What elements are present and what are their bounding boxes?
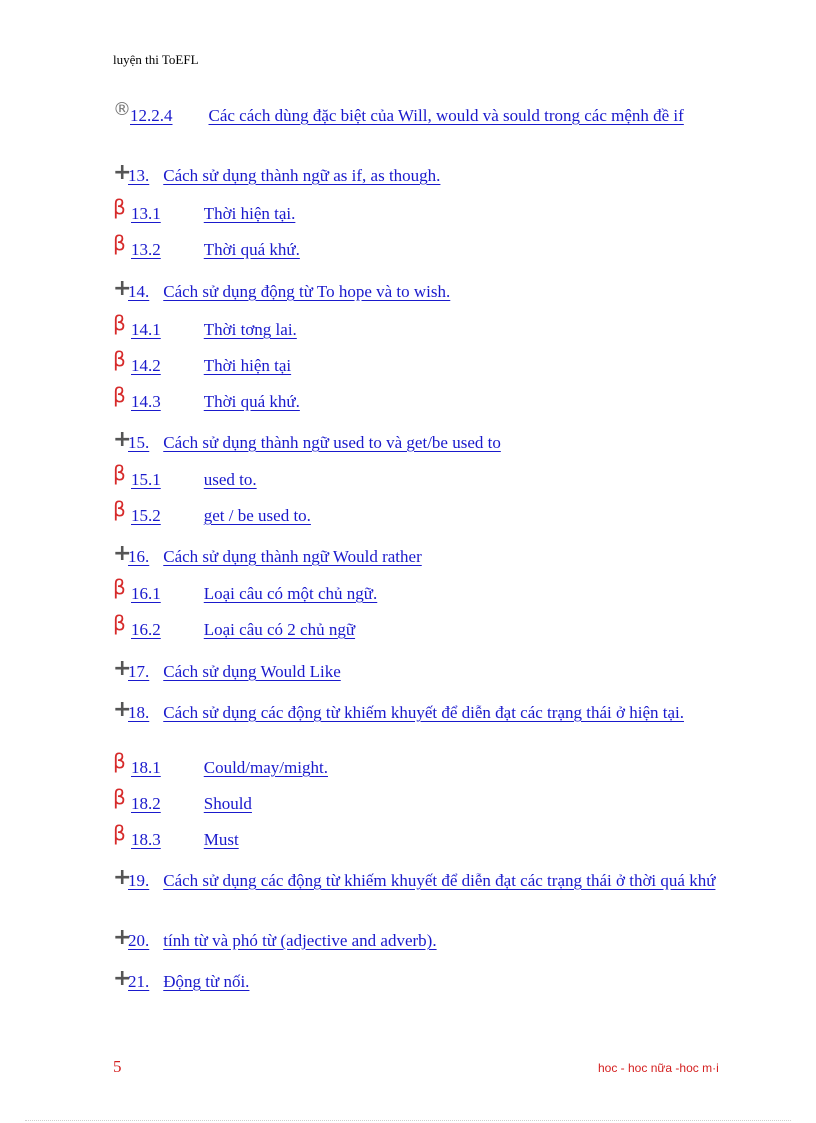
toc-entry-number: 12.2.4: [130, 106, 173, 125]
toc-link[interactable]: [128, 547, 422, 566]
toc-entry[interactable]: [113, 461, 725, 489]
toc-entry-number: 15.2: [131, 506, 161, 525]
toc-entry[interactable]: [113, 541, 725, 566]
toc-link[interactable]: [130, 106, 684, 125]
toc-gap: [161, 470, 204, 489]
toc-link[interactable]: [131, 584, 377, 603]
beta-icon: β: [113, 231, 126, 255]
toc-entry[interactable]: [113, 925, 725, 950]
beta-icon: β: [113, 347, 126, 371]
beta-icon: β: [113, 575, 126, 599]
toc-entry-title: tính từ và phó từ (adjective and adverb).: [163, 931, 437, 950]
toc-entry-title: Loại câu có một chủ ngữ.: [203, 584, 378, 603]
toc-link[interactable]: [131, 758, 328, 777]
plus-icon: +: [113, 160, 132, 185]
beta-icon: β: [113, 611, 126, 635]
toc-entry-title: Động từ nối.: [163, 972, 250, 991]
toc-gap: [161, 356, 204, 375]
toc-gap: [149, 703, 163, 722]
toc-entry-title: Thời hiện tại.: [203, 204, 296, 223]
toc-entry[interactable]: [113, 749, 725, 777]
toc-entry[interactable]: [113, 347, 725, 375]
beta-icon: β: [113, 461, 126, 485]
toc-entry-number: 18.3: [131, 830, 161, 849]
toc-entry-number: 18.1: [131, 758, 161, 777]
page-header: luyện thi ToEFL: [113, 52, 199, 67]
toc-entry[interactable]: [113, 611, 725, 639]
toc-entry[interactable]: [113, 160, 725, 185]
beta-icon: β: [113, 497, 126, 521]
toc-link[interactable]: [128, 662, 341, 681]
toc-gap: [161, 240, 204, 259]
toc-entry[interactable]: [113, 656, 725, 681]
toc-entry-title: Thời tơng lai.: [203, 320, 297, 339]
toc-entry[interactable]: [113, 231, 725, 259]
toc-gap: [161, 620, 204, 639]
toc-entry-number: 16.: [128, 547, 150, 566]
beta-icon: β: [113, 785, 126, 809]
toc-link[interactable]: [131, 620, 355, 639]
toc-entry[interactable]: [113, 311, 725, 339]
toc-entry-number: 14.2: [131, 356, 161, 375]
toc-link[interactable]: [131, 240, 300, 259]
toc-gap: [161, 204, 204, 223]
page-number: 5: [113, 1057, 122, 1076]
toc-gap: [161, 758, 204, 777]
toc-entry-number: 13.: [128, 166, 150, 185]
toc-gap: [161, 392, 204, 411]
toc-entry-number: 16.2: [131, 620, 161, 639]
toc-entry-number: 14.: [128, 282, 150, 301]
toc-link[interactable]: [131, 470, 257, 489]
toc-entry-number: 18.2: [131, 794, 161, 813]
toc-link[interactable]: [128, 433, 501, 452]
toc-entry[interactable]: [113, 785, 725, 813]
beta-icon: β: [113, 821, 126, 845]
toc-gap: [149, 931, 163, 950]
beta-icon: β: [113, 383, 126, 407]
toc-entry-title: Cách sử dụng các động từ khiếm khuyết để diễn đạt các trạng thái ở thời quá khứ: [163, 871, 716, 890]
toc-link[interactable]: [128, 931, 437, 950]
toc-entry-number: 15.: [128, 433, 150, 452]
toc-entry-number: 16.1: [131, 584, 161, 603]
toc-link[interactable]: [131, 794, 252, 813]
plus-icon: +: [113, 276, 132, 301]
toc-entry-title: get / be used to.: [203, 506, 311, 525]
toc-entry[interactable]: [113, 99, 725, 125]
toc-entry-title: Các cách dùng đặc biệt của Will, would và sould trong các mệnh đề if: [208, 106, 684, 125]
toc-entry[interactable]: [113, 575, 725, 603]
footer-slogan: hoc - hoc nữa -hoc m·i: [598, 1061, 719, 1075]
toc-link[interactable]: [131, 204, 295, 223]
toc-entry-number: 14.1: [131, 320, 161, 339]
toc-entry-title: Cách sử dụng động từ To hope và to wish.: [163, 282, 451, 301]
toc-entry-number: 21.: [128, 972, 150, 991]
page-bottom-divider: [25, 1120, 791, 1121]
toc-entry-number: 13.2: [131, 240, 161, 259]
toc-gap: [161, 320, 204, 339]
toc-link[interactable]: [128, 871, 715, 890]
toc-entry-title: Loại câu có 2 chủ ngữ: [203, 620, 356, 639]
toc-link[interactable]: [131, 320, 297, 339]
toc-entry[interactable]: [113, 427, 725, 452]
toc-entry-title: Cách sử dụng Would Like: [163, 662, 341, 681]
toc-entry-number: 17.: [128, 662, 150, 681]
toc-entry[interactable]: [113, 966, 725, 991]
toc-gap: [149, 662, 163, 681]
toc-entry[interactable]: [113, 276, 725, 301]
toc-entry[interactable]: [113, 697, 725, 722]
toc-link[interactable]: [128, 166, 440, 185]
toc-gap: [149, 871, 163, 890]
toc-gap: [149, 433, 163, 452]
toc-link[interactable]: [128, 972, 249, 991]
toc-gap: [161, 794, 204, 813]
toc-entry[interactable]: [113, 497, 725, 525]
toc-link[interactable]: [128, 703, 684, 722]
toc-entry[interactable]: [113, 865, 725, 890]
beta-icon: β: [113, 195, 126, 219]
plus-icon: +: [113, 541, 132, 566]
plus-icon: +: [113, 697, 132, 722]
toc-entry-title: Thời quá khứ.: [203, 392, 300, 411]
toc-link[interactable]: [131, 356, 291, 375]
toc-entry[interactable]: [113, 383, 725, 411]
toc-link[interactable]: [131, 830, 239, 849]
toc-entry-title: Cách sử dụng thành ngữ used to và get/be used to: [163, 433, 501, 452]
toc-gap: [161, 830, 204, 849]
toc-entry-number: 19.: [128, 871, 150, 890]
plus-icon: +: [113, 656, 132, 681]
toc-entry-title: used to.: [203, 470, 257, 489]
toc-entry-title: Could/may/might.: [203, 758, 328, 777]
registered-icon: ®: [113, 99, 131, 120]
plus-icon: +: [113, 925, 132, 950]
toc-link[interactable]: [131, 506, 311, 525]
plus-icon: +: [113, 865, 132, 890]
plus-icon: +: [113, 966, 132, 991]
toc-gap: [149, 166, 163, 185]
beta-icon: β: [113, 311, 126, 335]
toc-entry-number: 20.: [128, 931, 150, 950]
toc-entry-number: 14.3: [131, 392, 161, 411]
beta-icon: β: [113, 749, 126, 773]
toc-entry-title: Cách sử dụng thành ngữ Would rather: [163, 547, 422, 566]
toc-link[interactable]: [131, 392, 300, 411]
toc-entry-number: 18.: [128, 703, 150, 722]
toc-entry-title: Thời quá khứ.: [203, 240, 300, 259]
toc-entry[interactable]: [113, 821, 725, 849]
toc-gap: [149, 282, 163, 301]
toc-link[interactable]: [128, 282, 450, 301]
toc-entry-title: Thời hiện tại: [203, 356, 292, 375]
plus-icon: +: [113, 427, 132, 452]
toc-gap: [161, 584, 204, 603]
toc-entry-title: Cách sử dụng các động từ khiếm khuyết để diễn đạt các trạng thái ở hiện tại.: [163, 703, 684, 722]
toc-entry-number: 13.1: [131, 204, 161, 223]
toc-entry-number: 15.1: [131, 470, 161, 489]
toc-gap: [149, 547, 163, 566]
toc-entry-title: Cách sử dụng thành ngữ as if, as though.: [163, 166, 441, 185]
toc-gap: [161, 506, 204, 525]
toc-gap: [149, 972, 163, 991]
toc-gap: [173, 106, 209, 125]
toc-entry-title: Must: [203, 830, 239, 849]
toc-entry-title: Should: [203, 794, 252, 813]
toc-entry[interactable]: [113, 195, 725, 223]
